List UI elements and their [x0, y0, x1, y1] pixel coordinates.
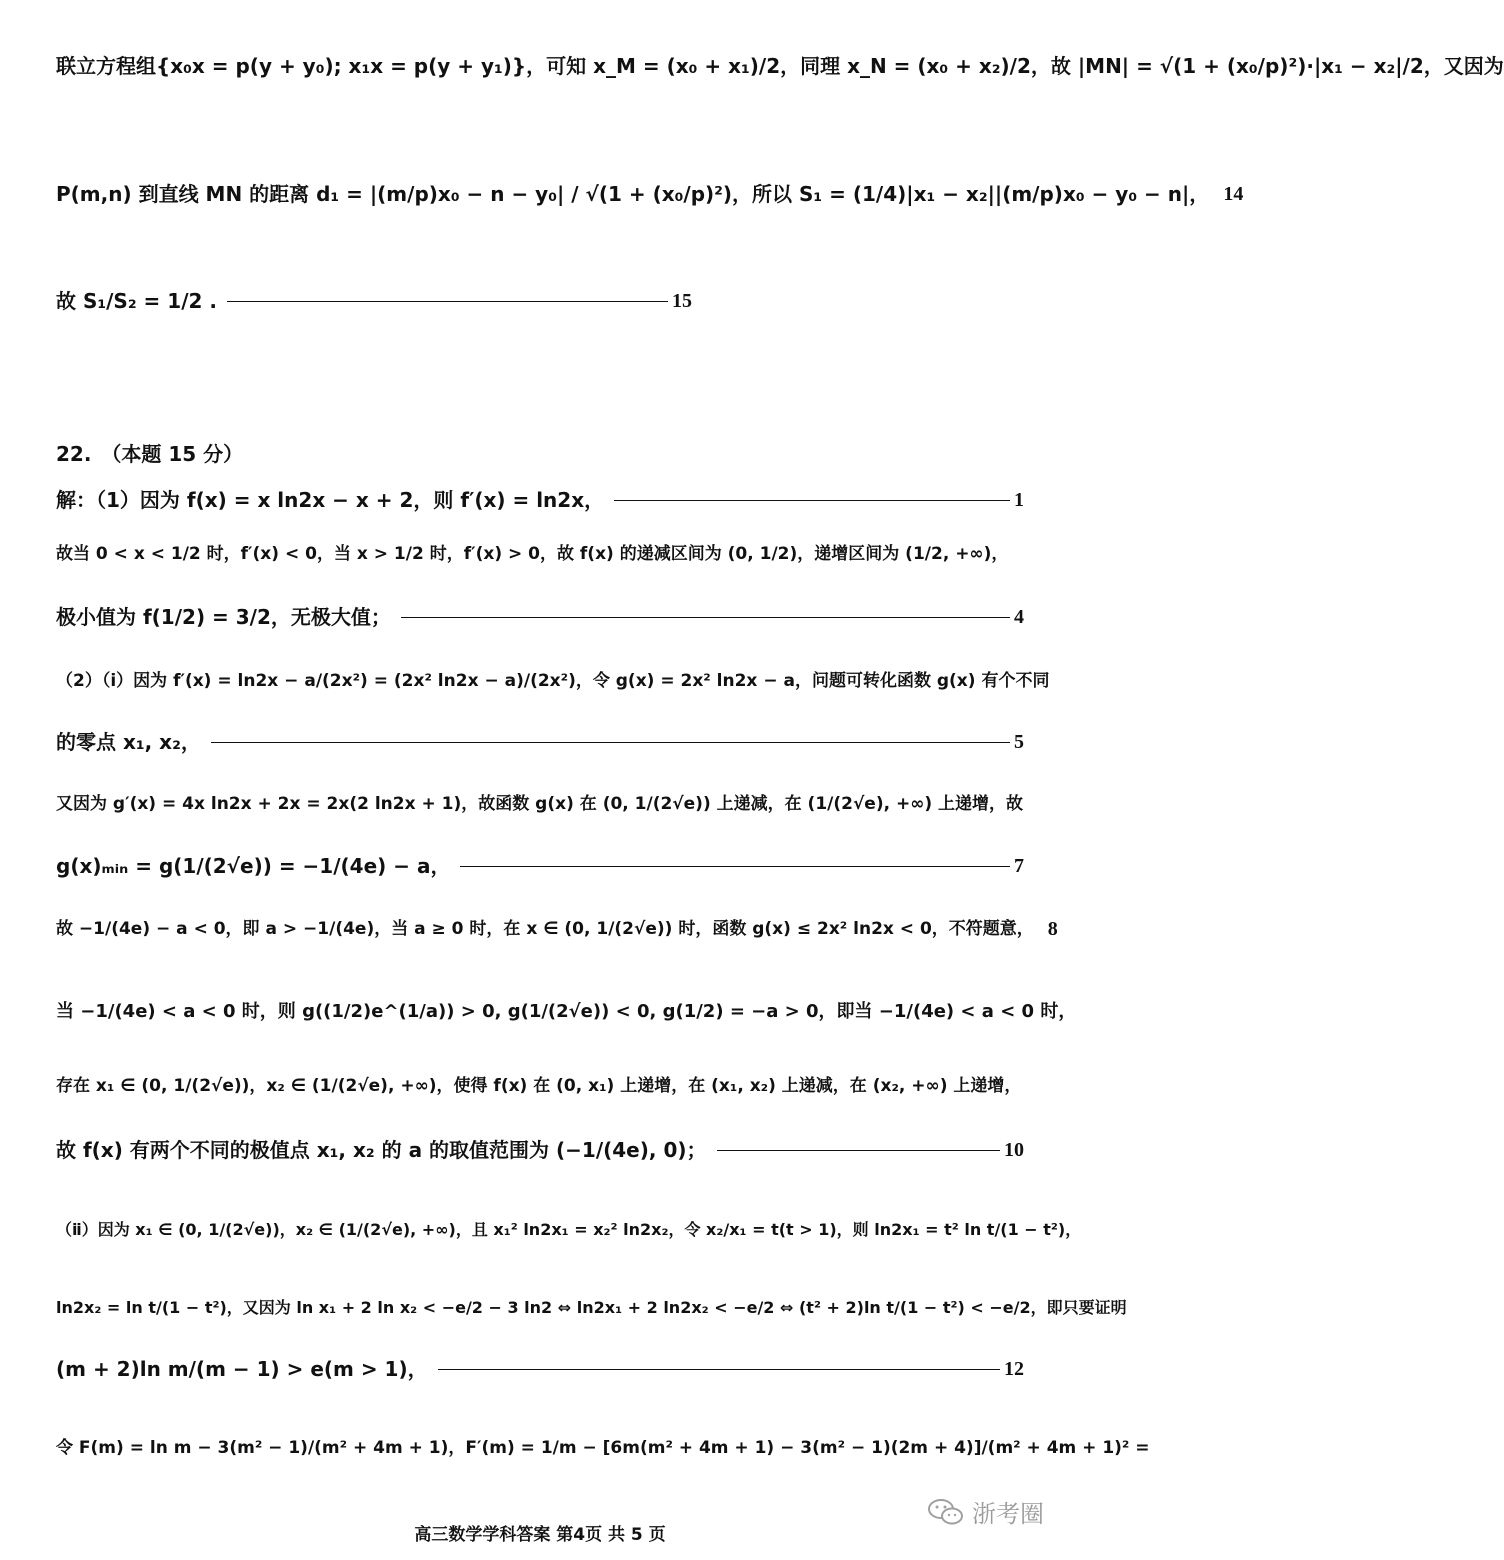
score-mark: 8 [1047, 918, 1058, 940]
question-22-heading [56, 440, 1024, 468]
line-14 [56, 1072, 1024, 1100]
line-13-text: 当 −1/(4e) < a < 0 时，则 g((1/2)e^(1/a)) > 0, g(1/(2√e)) < 0, g(1/2) = −a > 0，即当 −1/(4e) < a < 0 时， [56, 1001, 1077, 1022]
line-5 [56, 486, 1024, 514]
score-leader [717, 1150, 1001, 1151]
line-10 [56, 790, 1024, 818]
score-leader [460, 866, 1010, 867]
score-mark: 12 [1004, 1358, 1024, 1380]
line-9-text: 的零点 x₁, x₂， [56, 730, 201, 754]
line-17 [56, 1294, 1127, 1322]
line-18-text: (m + 2)ln m/(m − 1) > e(m > 1)， [56, 1357, 428, 1381]
line-16 [56, 1216, 1082, 1244]
score-mark: 4 [1014, 606, 1024, 628]
score-mark: 1 [1014, 489, 1024, 511]
question-heading-text: 22. （本题 15 分） [56, 442, 244, 466]
line-17-text: ln2x₂ = ln t/(1 − t²)，又因为 ln x₁ + 2 ln x₂ < −e/2 − 3 ln2 ⇔ ln2x₁ + 2 ln2x₂ < −e/2 ⇔ (t² + 2)ln t/(1 − t²) < −e/2，即只要证明 [56, 1298, 1127, 1317]
line-8-text: （2）（ⅰ）因为 f′(x) = ln2x − a/(2x²) = (2x² ln2x − a)/(2x²)，令 g(x) = 2x² ln2x − a，问题可转化函数 g(x) 有个不同 [56, 671, 1050, 691]
line-2-text: P(m,n) 到直线 MN 的距离 d₁ = |(m/p)x₀ − n − y₀| / √(1 + (x₀/p)²)，所以 S₁ = (1/4)|x₁ − x₂||(m/p)x₀ − y₀ − n|， [56, 182, 1210, 206]
line-3-text: 故 S₁/S₂ = 1/2 . [56, 289, 217, 313]
line-5-text: 解：（1）因为 f(x) = x ln2x − x + 2，则 f′(x) = ln2x， [56, 488, 605, 512]
score-leader [211, 742, 1010, 743]
score-leader [438, 1369, 1000, 1370]
line-14-text: 存在 x₁ ∈ (0, 1/(2√e))，x₂ ∈ (1/(2√e), +∞)，使得 f(x) 在 (0, x₁) 上递增，在 (x₁, x₂) 上递减，在 (x₂, +∞) 上递增， [56, 1076, 1022, 1096]
score-mark: 5 [1014, 731, 1024, 753]
line-6 [56, 540, 1024, 568]
line-19 [56, 1434, 1150, 1462]
line-13 [56, 998, 1077, 1026]
score-mark: 10 [1004, 1139, 1024, 1161]
line-15-text: 故 f(x) 有两个不同的极值点 x₁, x₂ 的 a 的取值范围为 (−1/(4e), 0)； [56, 1138, 707, 1162]
score-mark: 14 [1223, 183, 1244, 205]
score-mark: 7 [1014, 855, 1024, 877]
watermark-text: 浙考圈 [972, 1500, 1044, 1528]
line-12 [56, 915, 1058, 943]
line-1 [56, 52, 1504, 80]
line-12-text: 故 −1/(4e) − a < 0，即 a > −1/(4e)，当 a ≥ 0 时，在 x ∈ (0, 1/(2√e)) 时，函数 g(x) ≤ 2x² ln2x < 0，不符题意， [56, 919, 1034, 939]
score-leader [401, 617, 1010, 618]
score-leader [227, 301, 668, 302]
line-10-text: 又因为 g′(x) = 4x ln2x + 2x = 2x(2 ln2x + 1)，故函数 g(x) 在 (0, 1/(2√e)) 上递减，在 (1/(2√e), +∞) 上递增，故 [56, 794, 1024, 814]
score-mark: 15 [672, 290, 692, 312]
line-8 [56, 667, 1050, 695]
line-11 [56, 852, 1024, 880]
wechat-icon [926, 1497, 966, 1527]
line-3 [56, 287, 692, 315]
line-1-text: 联立方程组{x₀x = p(y + y₀); x₁x = p(y + y₁)}，可知 x_M = (x₀ + x₁)/2，同理 x_N = (x₀ + x₂)/2，故 |MN| = √(1 + (x₀/p)²)·|x₁ − x₂|/2，又因为 [56, 54, 1504, 78]
line-9 [56, 728, 1024, 756]
line-19-text: 令 F(m) = ln m − 3(m² − 1)/(m² + 4m + 1)，F′(m) = 1/m − [6m(m² + 4m + 1) − 3(m² − 1)(2m + 4)]/(m² + 4m + 1)² = [56, 1438, 1150, 1458]
line-7 [56, 603, 1024, 631]
page-footer: 高三数学学科答案 第4页 共 5 页 [414, 1525, 666, 1545]
score-leader [614, 500, 1010, 501]
line-2 [56, 180, 1244, 208]
line-7-text: 极小值为 f(1/2) = 3/2，无极大值； [56, 605, 391, 629]
line-16-text: （ⅱ）因为 x₁ ∈ (0, 1/(2√e))，x₂ ∈ (1/(2√e), +∞)，且 x₁² ln2x₁ = x₂² ln2x₂，令 x₂/x₁ = t(t > 1)，则 ln2x₁ = t² ln t/(1 − t²)， [56, 1220, 1082, 1239]
line-11-text: g(x)ₘᵢₙ = g(1/(2√e)) = −1/(4e) − a， [56, 854, 451, 878]
line-18 [56, 1355, 1024, 1383]
watermark [926, 1494, 1044, 1529]
line-15 [56, 1136, 1024, 1164]
line-6-text: 故当 0 < x < 1/2 时，f′(x) < 0，当 x > 1/2 时，f′(x) > 0，故 f(x) 的递减区间为 (0, 1/2)，递增区间为 (1/2, +∞)， [56, 544, 1009, 564]
